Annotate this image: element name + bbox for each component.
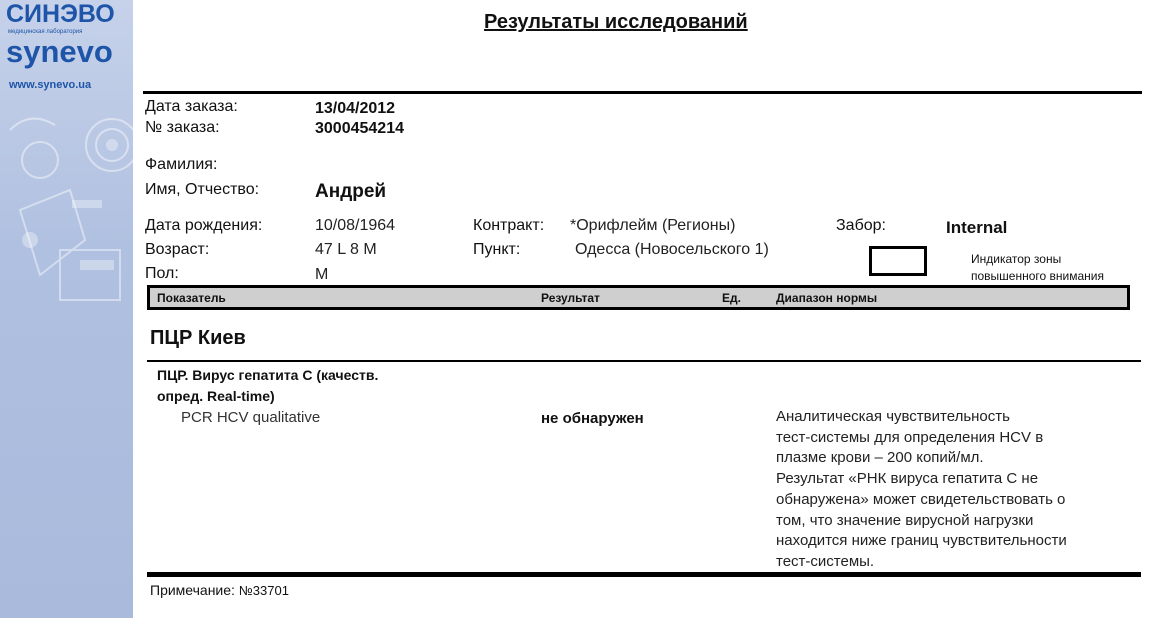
note-line: находится ниже границ чувствительности	[776, 532, 1067, 550]
test-reference-note	[776, 407, 1136, 573]
note-line: обнаружена» может свидетельствовать о	[776, 490, 1066, 508]
sidebar-branding	[0, 0, 133, 618]
point-label: Пункт:	[473, 241, 521, 258]
logo-cyrillic: СИНЭВО	[6, 0, 115, 28]
header-unit: Ед.	[722, 291, 741, 305]
dob-label: Дата рождения:	[145, 217, 263, 234]
test-result: не обнаружен	[541, 410, 644, 427]
header-result: Результат	[541, 291, 600, 305]
indicator-line-1: Индикатор зоны	[971, 252, 1062, 266]
note-line: Аналитическая чувствительность	[776, 408, 1010, 425]
brand-url: www.synevo.ua	[9, 79, 92, 91]
age-label: Возраст:	[145, 241, 210, 258]
order-date-value: 13/04/2012	[315, 100, 396, 117]
collection-label: Забор:	[836, 217, 886, 234]
sex-label: Пол:	[145, 265, 179, 282]
sex-value: M	[315, 266, 329, 283]
section-title: ПЦР Киев	[150, 327, 246, 349]
order-number-value: 3000454214	[315, 120, 404, 137]
remark-label: Примечание:	[150, 582, 235, 598]
note-line: плазме крови – 200 копий/мл.	[776, 449, 984, 467]
test-title	[157, 365, 378, 407]
header-range: Диапазон нормы	[776, 291, 878, 305]
dob-value: 10/08/1964	[315, 217, 396, 234]
divider-top	[143, 91, 1142, 94]
order-date-label: Дата заказа:	[145, 98, 238, 115]
note-line: тест-системы.	[776, 552, 875, 570]
contract-label: Контракт:	[473, 217, 545, 234]
point-value: Одесса (Новосельского 1)	[575, 241, 769, 258]
logo-subtitle: медицинская лаборатория	[8, 29, 83, 35]
test-title-line-2: опред. Real-time)	[157, 388, 275, 404]
surname-label: Фамилия:	[145, 156, 218, 173]
document-title: Результаты исследований	[484, 11, 748, 33]
attention-indicator-box	[869, 246, 927, 276]
attention-indicator-legend	[971, 251, 1104, 285]
header-indicator: Показатель	[157, 291, 226, 305]
test-name: PCR HCV qualitative	[181, 409, 321, 426]
logo-latin: synevo	[6, 34, 113, 69]
indicator-line-2: повышенного внимания	[971, 269, 1104, 283]
name-value: Андрей	[315, 181, 387, 202]
name-label: Имя, Отчество:	[145, 181, 260, 198]
results-table-header	[147, 285, 1130, 310]
collection-value: Internal	[946, 218, 1008, 237]
note-line: тест-системы для определения HCV в	[776, 428, 1044, 446]
test-title-line-1: ПЦР. Вирус гепатита С (качеств.	[157, 367, 379, 383]
order-number-label: № заказа:	[145, 119, 220, 136]
age-value: 47 L 8 M	[315, 241, 377, 258]
note-line: том, что значение вирусной нагрузки	[776, 511, 1034, 529]
note-line: Результат «РНК вируса гепатита С не	[776, 470, 1039, 488]
contract-value: *Орифлейм (Регионы)	[570, 217, 736, 234]
remark-value: №33701	[238, 583, 289, 598]
microscope-illustration	[0, 100, 133, 320]
divider-section	[147, 360, 1141, 362]
divider-bottom	[147, 572, 1141, 577]
remark	[150, 582, 289, 598]
